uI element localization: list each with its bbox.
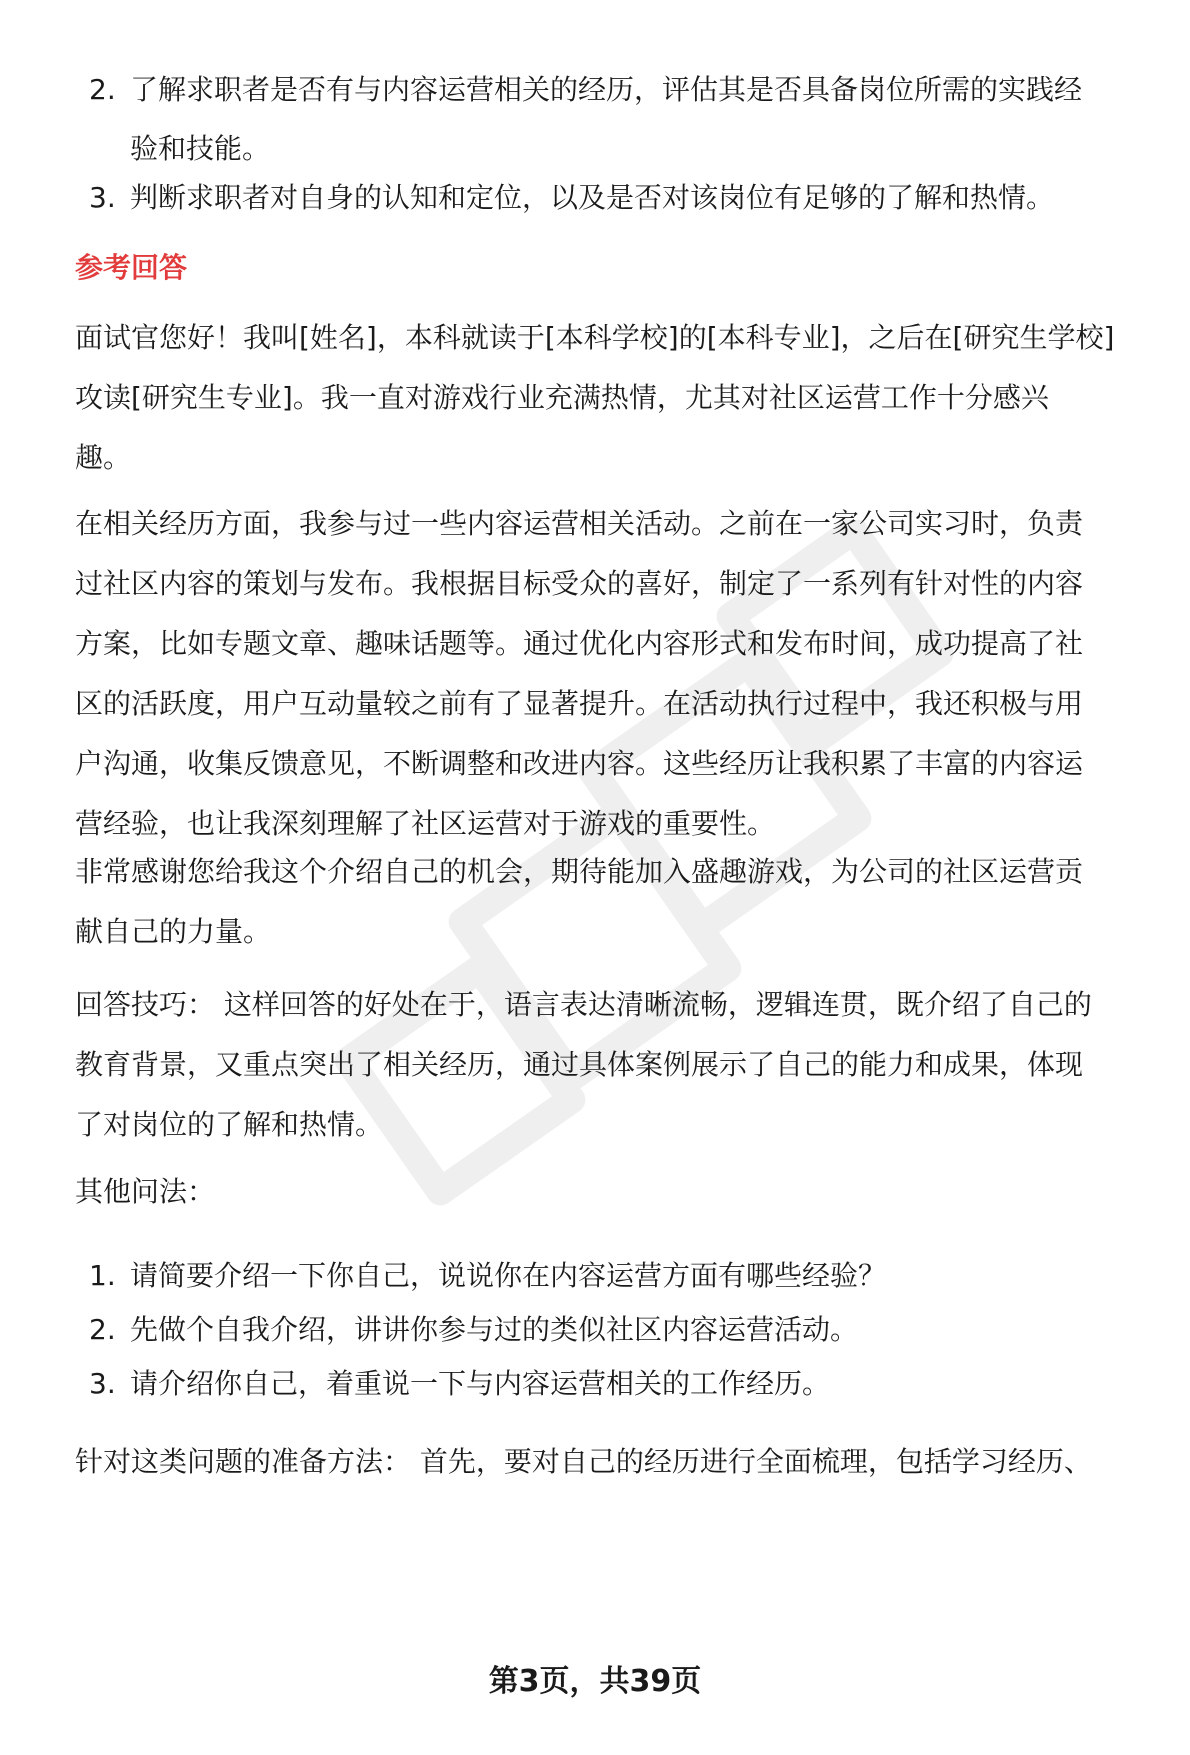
list-text xyxy=(130,60,1165,178)
text-line: 非常感谢您给我这个介绍自己的机会，期待能加入盛趣游戏，为公司的社区运营贡 xyxy=(75,855,1084,888)
list-text: 请简要介绍一下你自己，说说你在内容运营方面有哪些经验？ xyxy=(130,1259,887,1292)
list-number: 2. xyxy=(89,1313,116,1346)
list-number: 3. xyxy=(89,181,116,214)
text-line: 趣。 xyxy=(75,441,132,474)
text-line: 回答技巧： 这样回答的好处在于，语言表达清晰流畅，逻辑连贯，既介绍了自己的 xyxy=(75,988,1092,1021)
text-line: 验和技能。 xyxy=(130,132,271,165)
text-line: 判断求职者对自身的认知和定位，以及是否对该岗位有足够的了解和热情。 xyxy=(130,181,1055,214)
text-line: 攻读[研究生专业]。我一直对游戏行业充满热情，尤其对社区运营工作十分感兴 xyxy=(75,381,1049,414)
text-line: 区的活跃度，用户互动量较之前有了显著提升。在活动执行过程中，我还积极与用 xyxy=(75,687,1084,720)
other-questions-label: 其他问法： xyxy=(75,1175,216,1208)
tips-paragraph xyxy=(75,975,1165,1155)
text-line: 在相关经历方面，我参与过一些内容运营相关活动。之前在一家公司实习时，负责 xyxy=(75,507,1084,540)
list-text: 先做个自我介绍，讲讲你参与过的类似社区内容运营活动。 xyxy=(130,1313,859,1346)
list-text xyxy=(130,168,1165,227)
text-line: 了对岗位的了解和热情。 xyxy=(75,1108,384,1141)
text-line: 营经验，也让我深刻理解了社区运营对于游戏的重要性。 xyxy=(75,807,776,840)
reference-answer-heading: 参考回答 xyxy=(75,251,188,284)
answer-paragraph xyxy=(75,308,1165,488)
text-line: 教育背景，又重点突出了相关经历，通过具体案例展示了自己的能力和成果，体现 xyxy=(75,1048,1084,1081)
list-number: 2. xyxy=(89,73,116,106)
text-line: 针对这类问题的准备方法： 首先，要对自己的经历进行全面梳理，包括学习经历、 xyxy=(75,1445,1092,1478)
text-line: 献自己的力量。 xyxy=(75,915,272,948)
text-line: 了解求职者是否有与内容运营相关的经历，评估其是否具备岗位所需的实践经 xyxy=(130,73,1083,106)
list-number: 1. xyxy=(89,1259,116,1292)
text-line: 过社区内容的策划与发布。我根据目标受众的喜好，制定了一系列有针对性的内容 xyxy=(75,567,1084,600)
list-text: 请介绍你自己，着重说一下与内容运营相关的工作经历。 xyxy=(130,1367,831,1400)
list-number: 3. xyxy=(89,1367,116,1400)
text-line: 面试官您好！我叫[姓名]，本科就读于[本科学校]的[本科专业]，之后在[研究生学校] xyxy=(75,321,1115,354)
page-footer: 第3页，共39页 xyxy=(488,1664,702,1699)
text-line: 户沟通，收集反馈意见，不断调整和改进内容。这些经历让我积累了丰富的内容运 xyxy=(75,747,1084,780)
answer-paragraph xyxy=(75,494,1165,854)
text-line: 方案，比如专题文章、趣味话题等。通过优化内容形式和发布时间，成功提高了社 xyxy=(75,627,1084,660)
answer-paragraph xyxy=(75,842,1165,962)
prep-paragraph xyxy=(75,1432,1165,1492)
